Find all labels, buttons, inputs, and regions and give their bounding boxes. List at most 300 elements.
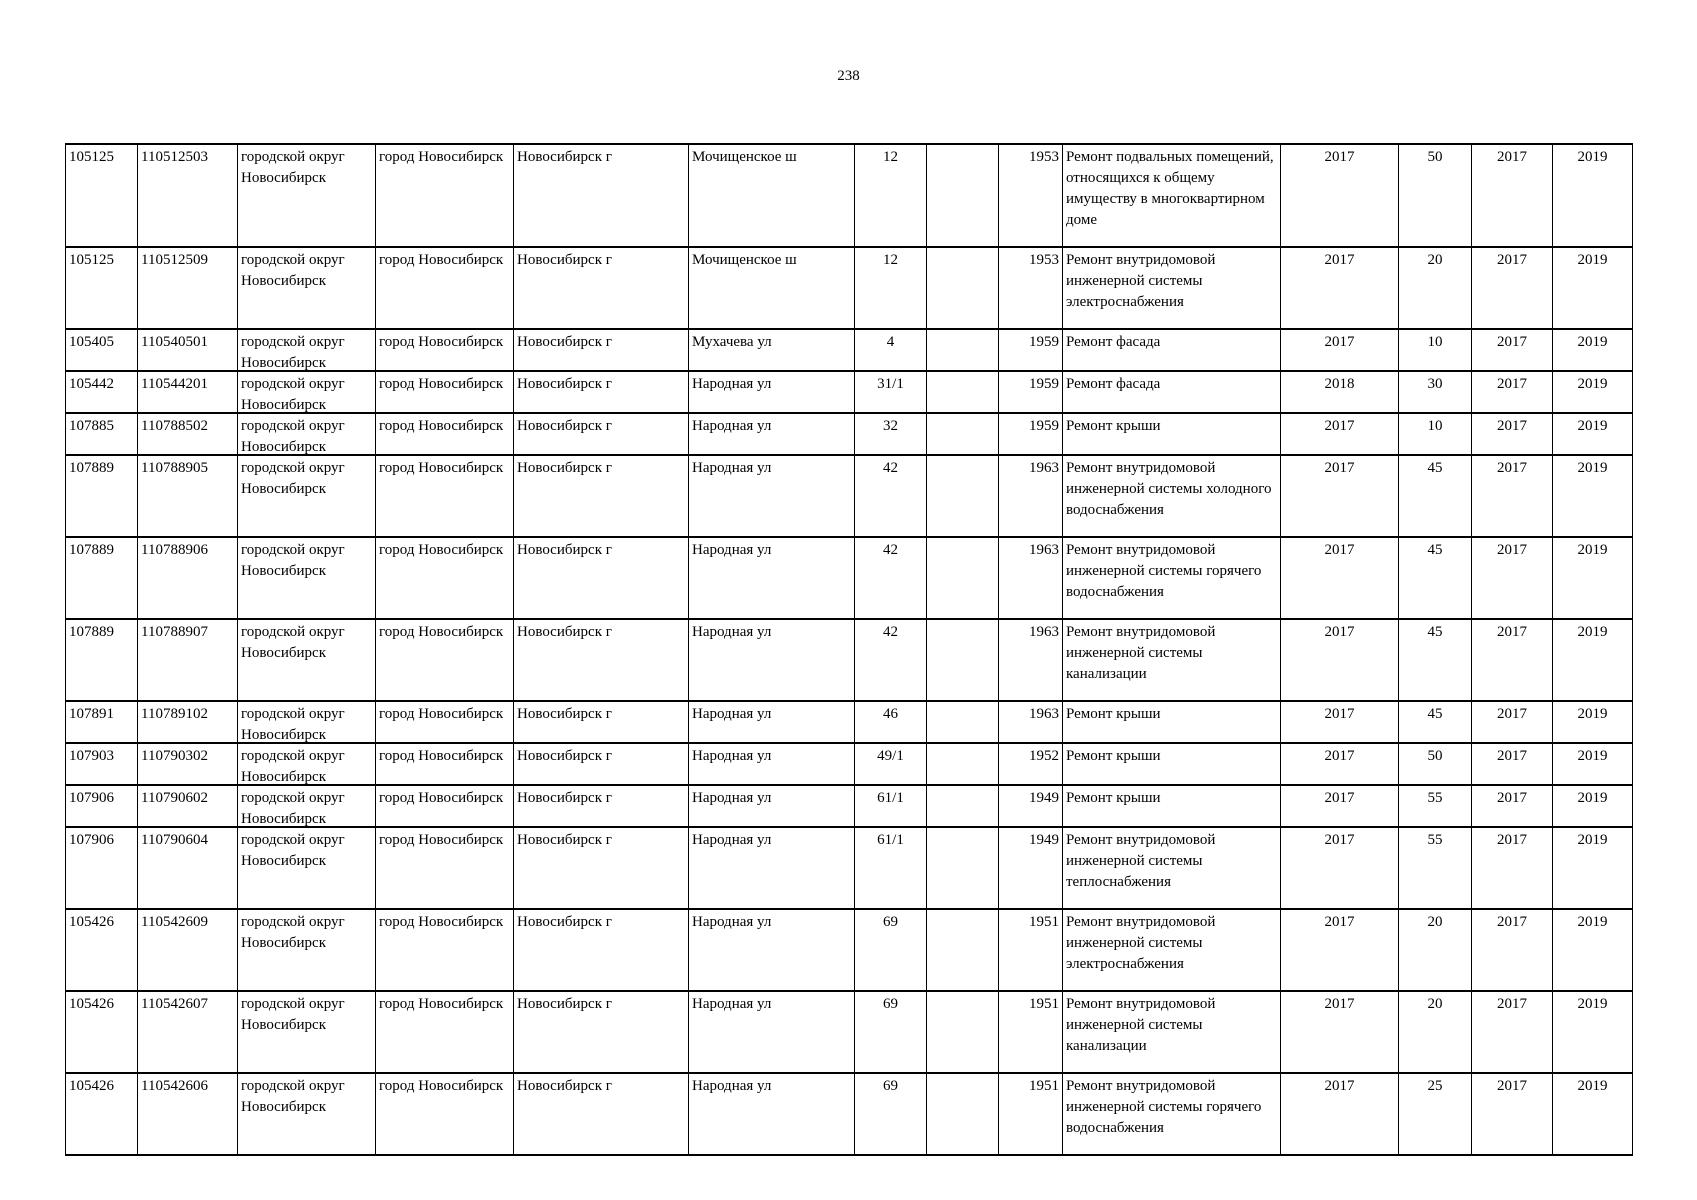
- municipality-cell: [238, 1073, 376, 1155]
- settlement-text: город Новосибирск: [379, 376, 504, 392]
- period-start-text: 2017: [1497, 790, 1527, 806]
- period-start-cell: [1472, 537, 1553, 619]
- built-year-text: 1959: [1029, 418, 1059, 434]
- wear-percent-cell: [1399, 455, 1472, 537]
- period-start-text: 2017: [1497, 748, 1527, 764]
- object-id-cell: [66, 455, 138, 537]
- planned-year-cell: [1281, 371, 1399, 413]
- municipality-cell: [238, 743, 376, 785]
- street-cell: [689, 455, 855, 537]
- period-end-cell: [1553, 991, 1633, 1073]
- object-id-cell: [66, 991, 138, 1073]
- wear-percent-text: 20: [1427, 914, 1443, 930]
- house-number-cell: [855, 455, 927, 537]
- work-id-cell: [138, 827, 238, 909]
- street-cell: [689, 991, 855, 1073]
- period-start-text: 2017: [1497, 542, 1527, 558]
- built-year-cell: [999, 537, 1063, 619]
- period-end-cell: [1553, 909, 1633, 991]
- object-id-text: 105125: [69, 252, 114, 268]
- planned-year-text: 2017: [1324, 334, 1355, 350]
- period-start-text: 2017: [1497, 460, 1527, 476]
- work-type-text: Ремонт фасада: [1066, 334, 1161, 350]
- work-type-cell: [1063, 743, 1281, 785]
- work-type-text: Ремонт внутридомовой инженерной системы горячего водоснабжения: [1066, 1078, 1262, 1136]
- settlement-cell: [376, 743, 514, 785]
- street-cell: [689, 785, 855, 827]
- building-cell: [927, 455, 999, 537]
- table-row: [66, 455, 1633, 537]
- object-id-cell: [66, 909, 138, 991]
- planned-year-cell: [1281, 1073, 1399, 1155]
- work-type-cell: [1063, 537, 1281, 619]
- object-id-text: 105442: [69, 376, 114, 392]
- wear-percent-text: 45: [1427, 706, 1443, 722]
- work-type-cell: [1063, 909, 1281, 991]
- planned-year-cell: [1281, 455, 1399, 537]
- building-text: [930, 788, 995, 826]
- table-row: [66, 144, 1633, 247]
- period-end-cell: [1553, 743, 1633, 785]
- settlement-text: город Новосибирск: [379, 1078, 504, 1094]
- period-end-text: 2019: [1577, 748, 1608, 764]
- object-id-text: 107889: [69, 624, 114, 640]
- street-text: Народная ул: [692, 706, 772, 722]
- work-id-text: 110542606: [141, 1078, 208, 1094]
- work-id-cell: [138, 455, 238, 537]
- municipality-text: городской округ Новосибирск: [241, 542, 345, 579]
- building-text: [930, 416, 995, 454]
- period-start-cell: [1472, 991, 1553, 1073]
- municipality-cell: [238, 329, 376, 371]
- municipality-cell: [238, 247, 376, 329]
- built-year-text: 1952: [1029, 748, 1059, 764]
- settlement-cell: [376, 537, 514, 619]
- wear-percent-text: 45: [1427, 624, 1443, 640]
- house-number-text: 12: [883, 149, 898, 165]
- wear-percent-text: 20: [1427, 996, 1443, 1012]
- work-type-text: Ремонт крыши: [1066, 706, 1161, 722]
- object-id-cell: [66, 619, 138, 701]
- period-start-text: 2017: [1497, 624, 1527, 640]
- built-year-text: 1953: [1029, 252, 1059, 268]
- street-text: Народная ул: [692, 376, 772, 392]
- planned-year-cell: [1281, 619, 1399, 701]
- period-start-cell: [1472, 413, 1553, 455]
- house-number-cell: [855, 619, 927, 701]
- municipality-text: городской округ Новосибирск: [241, 252, 345, 289]
- built-year-cell: [999, 785, 1063, 827]
- planned-year-text: 2017: [1324, 149, 1355, 165]
- built-year-cell: [999, 329, 1063, 371]
- built-year-text: 1963: [1029, 542, 1059, 558]
- object-id-cell: [66, 743, 138, 785]
- work-id-cell: [138, 247, 238, 329]
- period-start-cell: [1472, 827, 1553, 909]
- street-cell: [689, 1073, 855, 1155]
- work-id-cell: [138, 785, 238, 827]
- built-year-text: 1963: [1029, 460, 1059, 476]
- period-start-cell: [1472, 619, 1553, 701]
- locality-text: Новосибирск г: [517, 376, 612, 392]
- wear-percent-text: 30: [1427, 376, 1443, 392]
- street-cell: [689, 413, 855, 455]
- object-id-cell: [66, 413, 138, 455]
- planned-year-text: 2017: [1324, 832, 1355, 848]
- period-start-cell: [1472, 909, 1553, 991]
- period-end-cell: [1553, 785, 1633, 827]
- street-text: Народная ул: [692, 832, 772, 848]
- period-end-text: 2019: [1577, 334, 1608, 350]
- municipality-text: городской округ Новосибирск: [241, 149, 345, 186]
- locality-text: Новосибирск г: [517, 914, 612, 930]
- municipality-cell: [238, 371, 376, 413]
- period-start-cell: [1472, 455, 1553, 537]
- period-end-text: 2019: [1577, 376, 1608, 392]
- work-id-text: 110788502: [141, 418, 208, 434]
- wear-percent-text: 50: [1427, 748, 1443, 764]
- house-number-text: 46: [883, 706, 898, 722]
- locality-cell: [514, 909, 689, 991]
- object-id-cell: [66, 371, 138, 413]
- locality-text: Новосибирск г: [517, 418, 612, 434]
- object-id-text: 107906: [69, 790, 114, 806]
- object-id-cell: [66, 144, 138, 247]
- period-end-text: 2019: [1577, 252, 1608, 268]
- wear-percent-text: 45: [1427, 542, 1443, 558]
- settlement-cell: [376, 991, 514, 1073]
- building-cell: [927, 1073, 999, 1155]
- period-end-cell: [1553, 413, 1633, 455]
- settlement-text: город Новосибирск: [379, 706, 504, 722]
- wear-percent-cell: [1399, 537, 1472, 619]
- table-row: [66, 537, 1633, 619]
- object-id-text: 105426: [69, 914, 114, 930]
- period-start-text: 2017: [1497, 252, 1527, 268]
- planned-year-cell: [1281, 144, 1399, 247]
- settlement-cell: [376, 329, 514, 371]
- planned-year-text: 2018: [1324, 376, 1355, 392]
- wear-percent-cell: [1399, 619, 1472, 701]
- settlement-text: город Новосибирск: [379, 996, 504, 1012]
- work-type-cell: [1063, 701, 1281, 743]
- settlement-text: город Новосибирск: [379, 832, 504, 848]
- object-id-text: 107889: [69, 460, 114, 476]
- wear-percent-cell: [1399, 144, 1472, 247]
- planned-year-text: 2017: [1324, 460, 1355, 476]
- locality-text: Новосибирск г: [517, 832, 612, 848]
- house-number-cell: [855, 144, 927, 247]
- work-id-text: 110790302: [141, 748, 208, 764]
- period-end-cell: [1553, 329, 1633, 371]
- street-text: Народная ул: [692, 460, 772, 476]
- work-type-cell: [1063, 371, 1281, 413]
- house-number-text: 69: [883, 996, 898, 1012]
- work-id-cell: [138, 329, 238, 371]
- municipality-text: городской округ Новосибирск: [241, 624, 345, 661]
- house-number-cell: [855, 537, 927, 619]
- period-start-text: 2017: [1497, 706, 1527, 722]
- work-type-text: Ремонт крыши: [1066, 418, 1161, 434]
- building-cell: [927, 144, 999, 247]
- locality-text: Новосибирск г: [517, 790, 612, 806]
- locality-text: Новосибирск г: [517, 624, 612, 640]
- building-cell: [927, 991, 999, 1073]
- street-cell: [689, 329, 855, 371]
- object-id-text: 107891: [69, 706, 114, 722]
- street-text: Мочищенское ш: [692, 252, 797, 268]
- object-id-text: 107885: [69, 418, 114, 434]
- settlement-text: город Новосибирск: [379, 914, 504, 930]
- street-cell: [689, 619, 855, 701]
- table-row: [66, 247, 1633, 329]
- street-text: Народная ул: [692, 418, 772, 434]
- settlement-text: город Новосибирск: [379, 334, 504, 350]
- settlement-cell: [376, 827, 514, 909]
- municipality-text: городской округ Новосибирск: [241, 790, 345, 826]
- work-type-text: Ремонт внутридомовой инженерной системы электроснабжения: [1066, 252, 1216, 310]
- work-id-text: 110788905: [141, 460, 208, 476]
- work-type-text: Ремонт внутридомовой инженерной системы горячего водоснабжения: [1066, 542, 1262, 600]
- municipality-text: городской округ Новосибирск: [241, 832, 345, 869]
- house-number-text: 42: [883, 460, 898, 476]
- street-cell: [689, 537, 855, 619]
- work-id-text: 110512503: [141, 149, 208, 165]
- municipality-cell: [238, 991, 376, 1073]
- wear-percent-text: 55: [1427, 832, 1443, 848]
- object-id-cell: [66, 827, 138, 909]
- planned-year-text: 2017: [1324, 624, 1355, 640]
- table-row: [66, 991, 1633, 1073]
- work-type-cell: [1063, 247, 1281, 329]
- table-row: [66, 827, 1633, 909]
- planned-year-text: 2017: [1324, 542, 1355, 558]
- settlement-text: город Новосибирск: [379, 460, 504, 476]
- object-id-text: 107889: [69, 542, 114, 558]
- wear-percent-text: 55: [1427, 790, 1443, 806]
- building-text: [930, 746, 995, 784]
- planned-year-cell: [1281, 743, 1399, 785]
- period-end-cell: [1553, 1073, 1633, 1155]
- work-type-cell: [1063, 329, 1281, 371]
- planned-year-text: 2017: [1324, 914, 1355, 930]
- street-text: Народная ул: [692, 996, 772, 1012]
- object-id-text: 105125: [69, 149, 114, 165]
- object-id-cell: [66, 785, 138, 827]
- table-row: [66, 909, 1633, 991]
- municipality-text: городской округ Новосибирск: [241, 1078, 345, 1115]
- municipality-text: городской округ Новосибирск: [241, 334, 345, 370]
- period-end-text: 2019: [1577, 996, 1608, 1012]
- object-id-text: 105426: [69, 1078, 114, 1094]
- table-row: [66, 329, 1633, 371]
- work-id-cell: [138, 144, 238, 247]
- period-start-cell: [1472, 701, 1553, 743]
- planned-year-text: 2017: [1324, 1078, 1355, 1094]
- municipality-text: городской округ Новосибирск: [241, 996, 345, 1033]
- planned-year-cell: [1281, 785, 1399, 827]
- object-id-text: 107906: [69, 832, 114, 848]
- period-start-text: 2017: [1497, 376, 1527, 392]
- locality-text: Новосибирск г: [517, 706, 612, 722]
- work-type-cell: [1063, 455, 1281, 537]
- period-end-text: 2019: [1577, 1078, 1608, 1094]
- work-id-text: 110542607: [141, 996, 208, 1012]
- work-id-text: 110789102: [141, 706, 208, 722]
- building-cell: [927, 909, 999, 991]
- wear-percent-cell: [1399, 743, 1472, 785]
- settlement-text: город Новосибирск: [379, 748, 504, 764]
- period-start-cell: [1472, 371, 1553, 413]
- building-cell: [927, 743, 999, 785]
- house-number-text: 49/1: [877, 748, 904, 764]
- settlement-cell: [376, 144, 514, 247]
- settlement-cell: [376, 413, 514, 455]
- work-type-text: Ремонт фасада: [1066, 376, 1161, 392]
- work-id-text: 110790602: [141, 790, 208, 806]
- building-cell: [927, 827, 999, 909]
- settlement-cell: [376, 455, 514, 537]
- settlement-cell: [376, 619, 514, 701]
- work-type-cell: [1063, 991, 1281, 1073]
- period-start-text: 2017: [1497, 418, 1527, 434]
- house-number-cell: [855, 247, 927, 329]
- settlement-text: город Новосибирск: [379, 418, 504, 434]
- locality-text: Новосибирск г: [517, 252, 612, 268]
- locality-cell: [514, 537, 689, 619]
- street-text: Народная ул: [692, 1078, 772, 1094]
- work-type-text: Ремонт внутридомовой инженерной системы канализации: [1066, 996, 1216, 1054]
- settlement-text: город Новосибирск: [379, 624, 504, 640]
- locality-cell: [514, 329, 689, 371]
- period-start-cell: [1472, 329, 1553, 371]
- work-id-cell: [138, 909, 238, 991]
- work-id-text: 110512509: [141, 252, 208, 268]
- period-end-cell: [1553, 455, 1633, 537]
- locality-cell: [514, 743, 689, 785]
- work-type-text: Ремонт подвальных помещений, относящихся к общему имуществу в многоквартирном доме: [1066, 149, 1274, 228]
- municipality-cell: [238, 827, 376, 909]
- object-id-cell: [66, 537, 138, 619]
- street-text: Народная ул: [692, 790, 772, 806]
- house-number-text: 42: [883, 542, 898, 558]
- street-cell: [689, 909, 855, 991]
- street-cell: [689, 743, 855, 785]
- period-end-text: 2019: [1577, 624, 1608, 640]
- wear-percent-text: 10: [1427, 418, 1443, 434]
- planned-year-text: 2017: [1324, 418, 1355, 434]
- municipality-cell: [238, 909, 376, 991]
- built-year-text: 1959: [1029, 376, 1059, 392]
- locality-cell: [514, 371, 689, 413]
- settlement-cell: [376, 701, 514, 743]
- municipality-text: городской округ Новосибирск: [241, 376, 345, 412]
- municipality-cell: [238, 455, 376, 537]
- period-end-text: 2019: [1577, 542, 1608, 558]
- period-start-cell: [1472, 1073, 1553, 1155]
- wear-percent-cell: [1399, 413, 1472, 455]
- object-id-cell: [66, 247, 138, 329]
- built-year-cell: [999, 827, 1063, 909]
- work-type-cell: [1063, 785, 1281, 827]
- locality-text: Новосибирск г: [517, 460, 612, 476]
- built-year-cell: [999, 701, 1063, 743]
- municipality-cell: [238, 537, 376, 619]
- wear-percent-cell: [1399, 701, 1472, 743]
- work-type-cell: [1063, 413, 1281, 455]
- built-year-cell: [999, 413, 1063, 455]
- work-id-text: 110790604: [141, 832, 208, 848]
- period-start-text: 2017: [1497, 996, 1527, 1012]
- work-id-text: 110788907: [141, 624, 208, 640]
- period-end-text: 2019: [1577, 914, 1608, 930]
- settlement-cell: [376, 1073, 514, 1155]
- work-type-cell: [1063, 827, 1281, 909]
- street-cell: [689, 827, 855, 909]
- work-id-cell: [138, 619, 238, 701]
- period-end-text: 2019: [1577, 418, 1608, 434]
- period-start-cell: [1472, 247, 1553, 329]
- object-id-cell: [66, 1073, 138, 1155]
- object-id-text: 105426: [69, 996, 114, 1012]
- built-year-text: 1953: [1029, 149, 1059, 165]
- period-start-text: 2017: [1497, 914, 1527, 930]
- locality-cell: [514, 991, 689, 1073]
- settlement-text: город Новосибирск: [379, 542, 504, 558]
- table-row: [66, 701, 1633, 743]
- wear-percent-text: 50: [1427, 149, 1443, 165]
- work-id-cell: [138, 1073, 238, 1155]
- built-year-text: 1959: [1029, 334, 1059, 350]
- house-number-cell: [855, 827, 927, 909]
- period-start-cell: [1472, 743, 1553, 785]
- municipality-cell: [238, 785, 376, 827]
- locality-cell: [514, 413, 689, 455]
- house-number-text: 69: [883, 1078, 898, 1094]
- work-type-text: Ремонт внутридомовой инженерной системы электроснабжения: [1066, 914, 1216, 972]
- wear-percent-cell: [1399, 785, 1472, 827]
- period-end-cell: [1553, 827, 1633, 909]
- house-number-cell: [855, 743, 927, 785]
- work-id-text: 110544201: [141, 376, 208, 392]
- house-number-cell: [855, 991, 927, 1073]
- street-cell: [689, 247, 855, 329]
- built-year-cell: [999, 743, 1063, 785]
- house-number-cell: [855, 909, 927, 991]
- period-end-text: 2019: [1577, 706, 1608, 722]
- wear-percent-cell: [1399, 909, 1472, 991]
- planned-year-text: 2017: [1324, 252, 1355, 268]
- locality-text: Новосибирск г: [517, 748, 612, 764]
- period-end-cell: [1553, 619, 1633, 701]
- street-cell: [689, 144, 855, 247]
- wear-percent-text: 45: [1427, 460, 1443, 476]
- wear-percent-cell: [1399, 991, 1472, 1073]
- planned-year-text: 2017: [1324, 748, 1355, 764]
- object-id-text: 107903: [69, 748, 114, 764]
- house-number-cell: [855, 413, 927, 455]
- house-number-cell: [855, 785, 927, 827]
- house-number-cell: [855, 701, 927, 743]
- street-text: Народная ул: [692, 748, 772, 764]
- built-year-text: 1951: [1029, 1078, 1059, 1094]
- wear-percent-cell: [1399, 827, 1472, 909]
- building-cell: [927, 619, 999, 701]
- built-year-cell: [999, 1073, 1063, 1155]
- built-year-text: 1951: [1029, 996, 1059, 1012]
- street-text: Народная ул: [692, 542, 772, 558]
- period-end-text: 2019: [1577, 149, 1608, 165]
